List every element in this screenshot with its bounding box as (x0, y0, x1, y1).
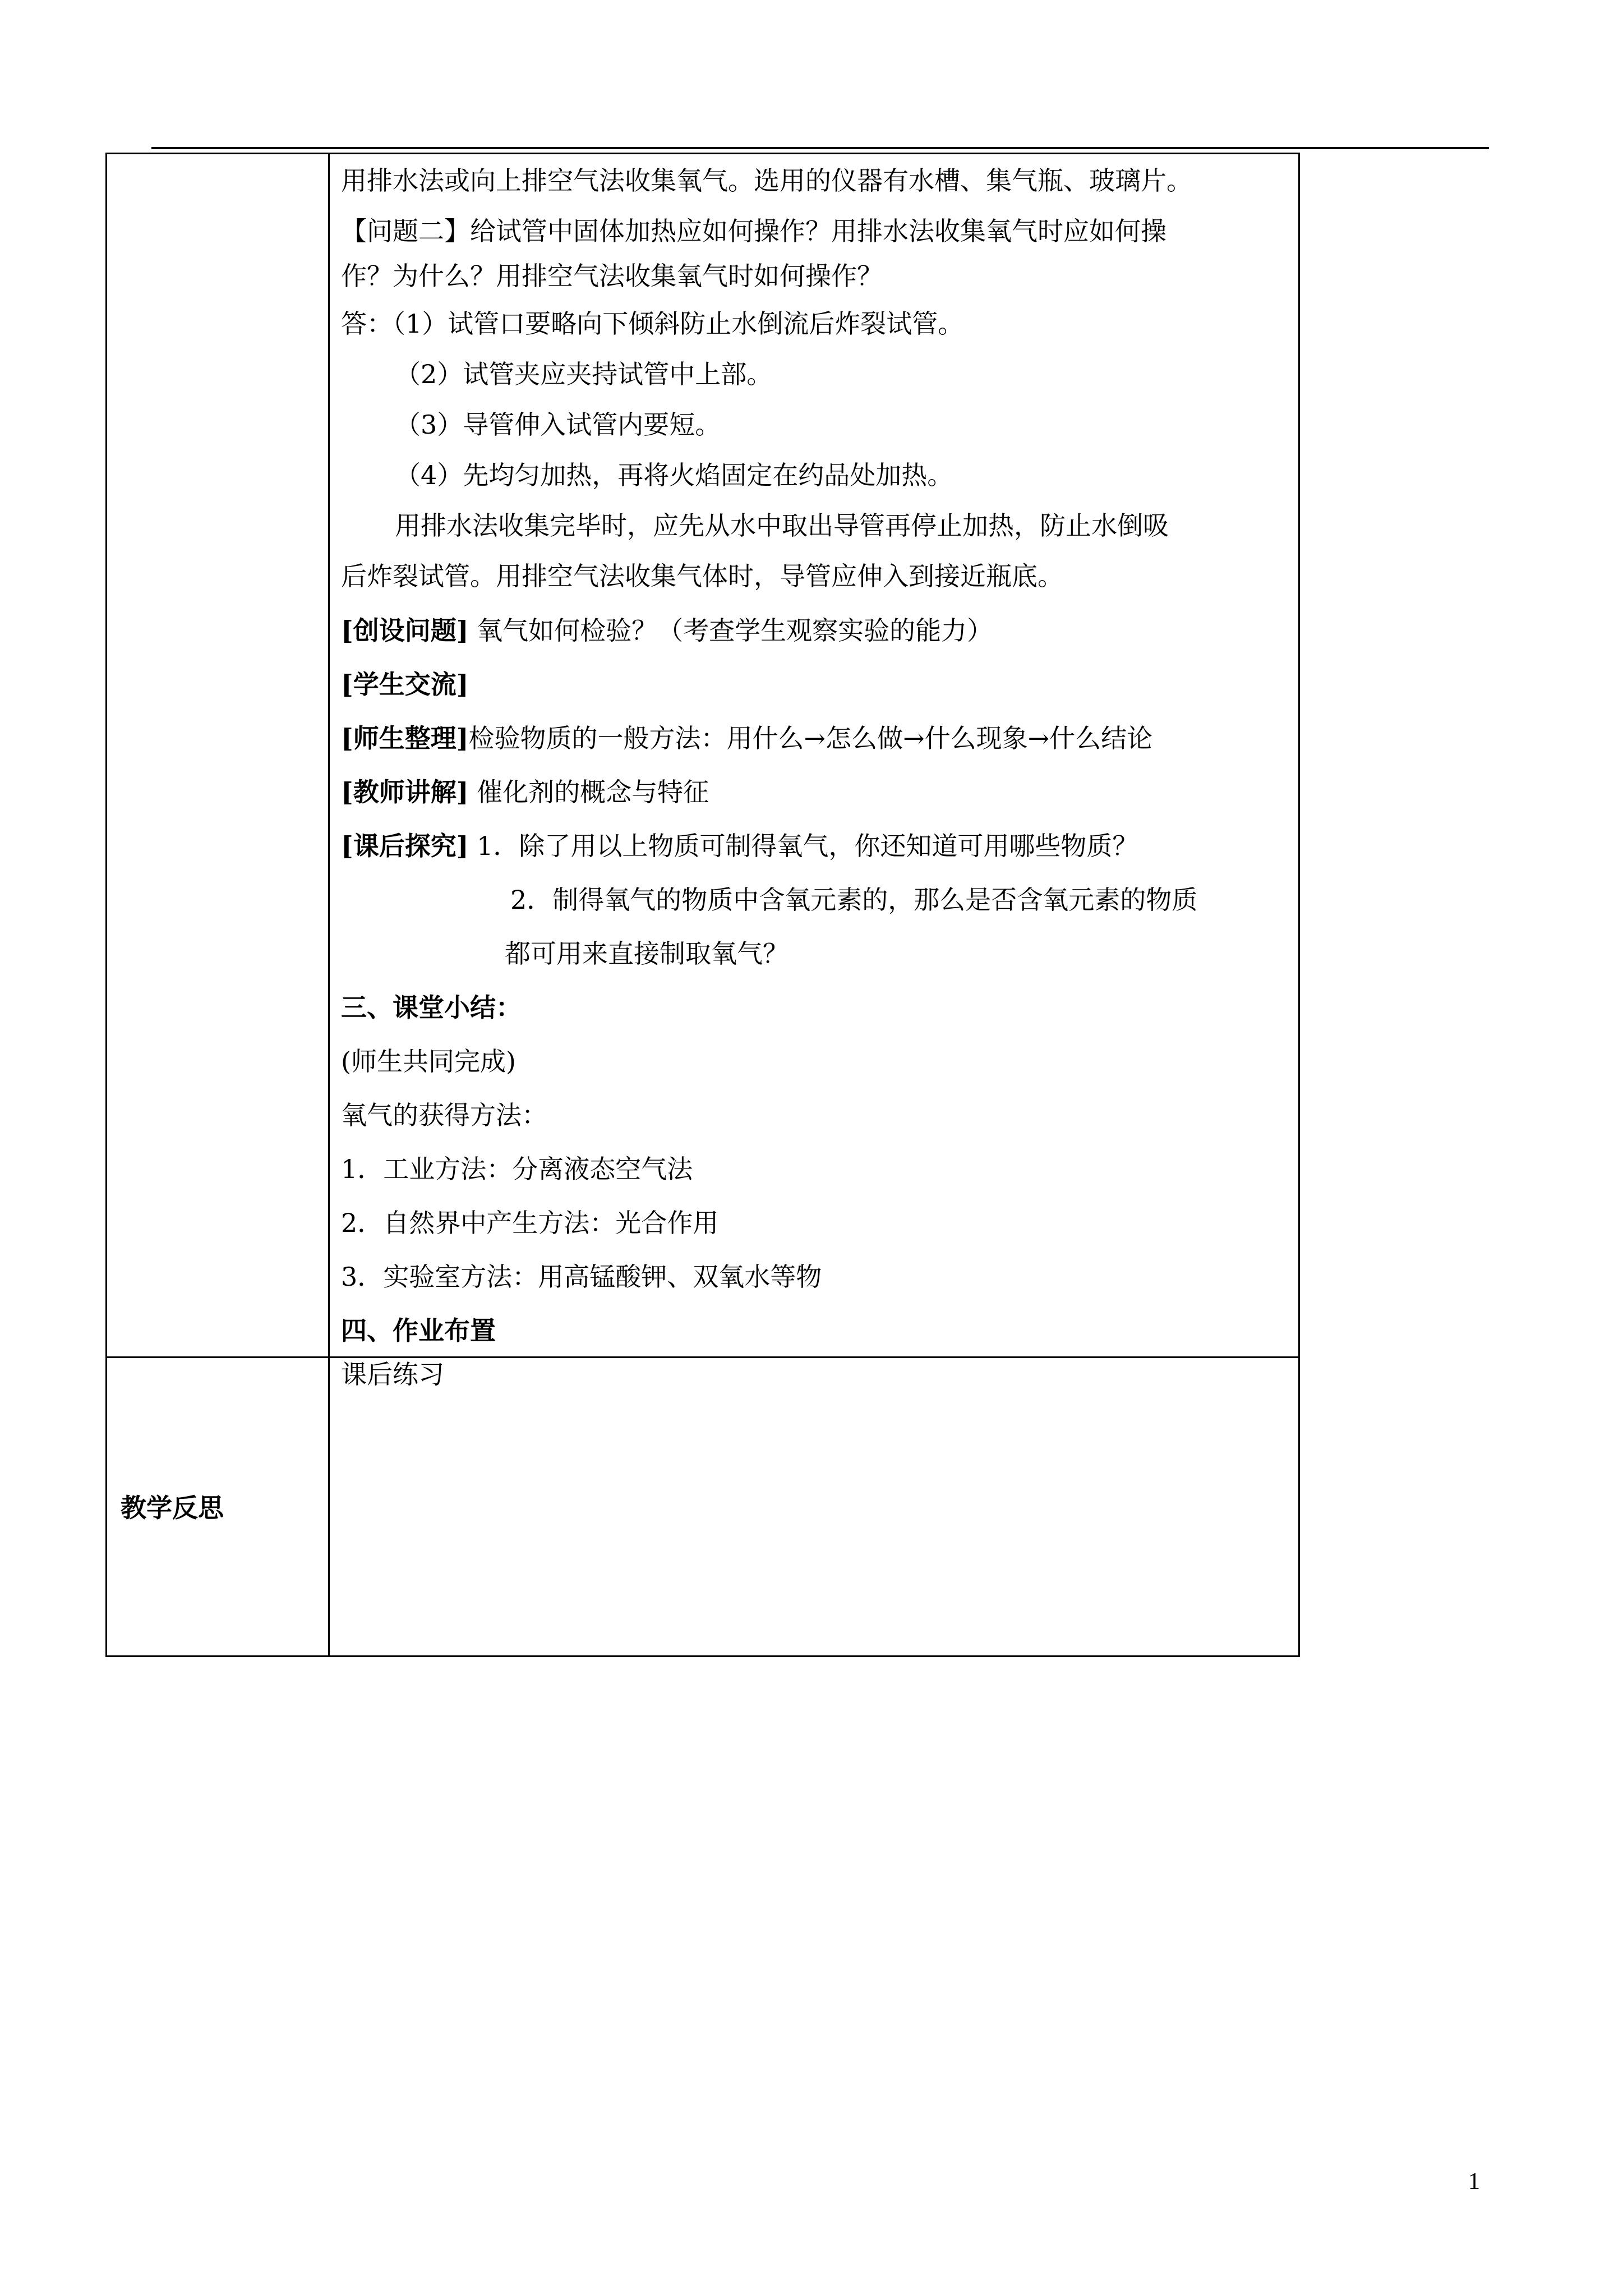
summary-item: 1．工业方法：分离液态空气法 (341, 1154, 693, 1184)
summary-intro: 氧气的获得方法： (341, 1100, 547, 1130)
page-number: 1 (1468, 2169, 1480, 2194)
text-line: 答：（1）试管口要略向下倾斜防止水倒流后炸裂试管。 (341, 309, 964, 339)
section-text: 检验物质的一般方法：用什么→怎么做→什么现象→什么结论 (468, 723, 1153, 753)
section-label: [创设问题] (341, 615, 469, 646)
section-label: [师生整理] (341, 723, 469, 753)
section-student-exchange (341, 657, 1292, 711)
homework-heading: 四、作业布置 (341, 1315, 496, 1346)
homework-text: 课后练习 (341, 1359, 444, 1389)
text-line: 作？为什么？用排空气法收集氧气时如何操作？ (341, 261, 883, 291)
section-text: 1．除了用以上物质可制得氧气，你还知道可用哪些物质？ (477, 831, 1138, 861)
section-label: [学生交流] (341, 669, 469, 700)
text-line: 用排水法或向上排空气法收集氧气。选用的仪器有水槽、集气瓶、玻璃片。 (341, 165, 1192, 196)
section-after-class (341, 819, 1292, 873)
table-column-divider (328, 153, 330, 1657)
section-teacher-explain (341, 765, 1292, 819)
section-label: [课后探究] (341, 831, 469, 861)
text-line: 【问题二】给试管中固体加热应如何操作？用排水法收集氧气时应如何操 (341, 216, 1166, 246)
teaching-reflection-label: 教学反思 (121, 1493, 224, 1523)
section-label: [教师讲解] (341, 777, 469, 807)
section-create-problem (341, 604, 1292, 657)
lesson-content (341, 153, 1292, 1391)
text-line: （2）试管夹应夹持试管中上部。 (395, 359, 773, 389)
after-class-question-continued: 都可用来直接制取氧气？ (505, 938, 789, 969)
section-text: 催化剂的概念与特征 (477, 777, 709, 807)
after-class-question: 2．制得氧气的物质中含氧元素的，那么是否含氧元素的物质 (510, 885, 1198, 915)
text-line: 后炸裂试管。用排空气法收集气体时，导管应伸入到接近瓶底。 (341, 561, 1063, 591)
summary-item: 2．自然界中产生方法：光合作用 (341, 1208, 719, 1238)
summary-item: 3．实验室方法：用高锰酸钾、双氧水等物 (341, 1262, 822, 1292)
section-teacher-student-summary (341, 711, 1292, 765)
summary-note: (师生共同完成) (341, 1046, 516, 1076)
text-line: （4）先均匀加热，再将火焰固定在约品处加热。 (395, 460, 953, 490)
header-rule (151, 147, 1489, 149)
text-line: （3）导管伸入试管内要短。 (395, 409, 721, 440)
text-line: 用排水法收集完毕时，应先从水中取出导管再停止加热，防止水倒吸 (395, 510, 1169, 541)
section-text: 氧气如何检验？（考查学生观察实验的能力） (477, 615, 993, 646)
summary-heading: 三、课堂小结： (341, 992, 522, 1023)
